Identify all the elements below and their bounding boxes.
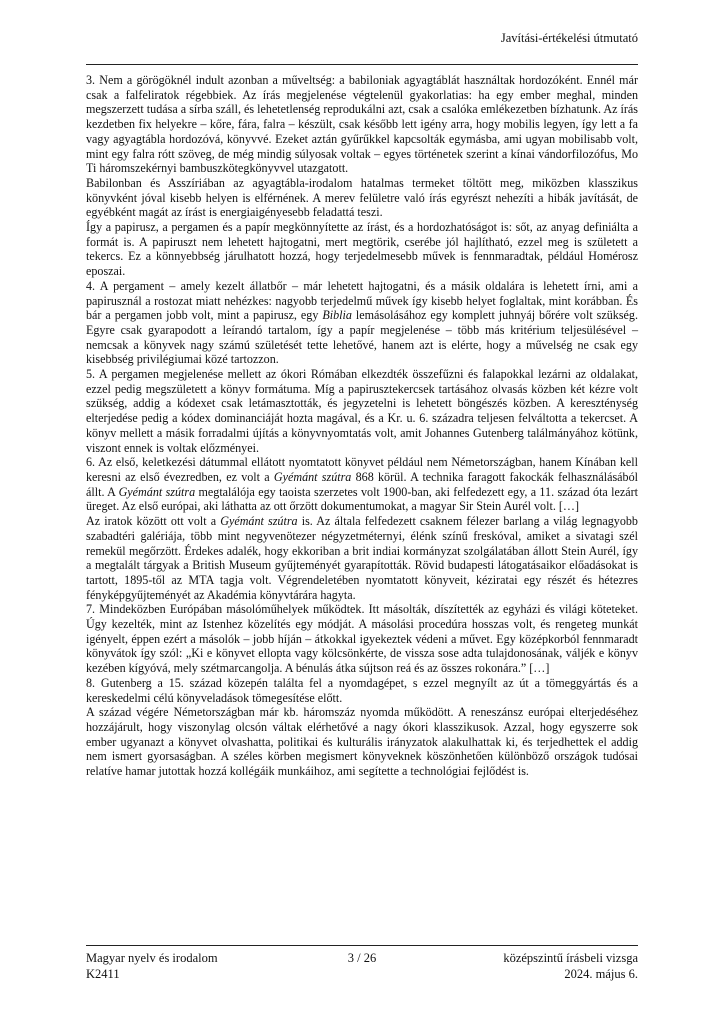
footer-date: 2024. május 6. [564, 967, 638, 981]
page-header-title: Javítási-értékelési útmutató [500, 31, 638, 45]
footer-subject: Magyar nyelv és irodalom [86, 951, 218, 965]
paragraph-3b: Babilonban és Asszíriában az agyagtábla-irodalom hatalmas termeket töltött meg, miközben klasszikus könyvként jóval kisebb helyen is elférnének. A merev felületre való írás egyrészt nehezíti a hibák javítását, de egyébként magát az írást is energiaigényesebb feladattá teszi. [86, 175, 638, 220]
page-footer [86, 950, 638, 982]
footer-page-number: 3 / 26 [347, 951, 377, 965]
footer-divider [86, 945, 638, 946]
paragraph-4: 4. A pergament – amely kezelt állatbőr – már lehetett hajtogatni, és a másik oldalára is lehetett írni, ami a papirusznál a rostozat miatt nehézkes: nagyobb terjedelmű művek így kisebb helyet foglaltak, mint korábban. És bár a pergamen jobb volt, mint a papirusz, egy Biblia lemásolásához egy komplett juhnyáj bőrére volt szükség. Egyre csak gyarapodott a leírandó tartalom, így a papír megjelenése – több más kritérium teljesülésével – nemcsak a könyvek nagy számú születését tette lehetővé, hanem azt is elérte, hogy a művelség ne csak egy kisebbség privilégiumai közé tartozzon. [86, 278, 638, 367]
footer-code: K2411 [86, 967, 120, 981]
paragraph-6b: Az iratok között ott volt a Gyémánt szútra is. Az általa felfedezett csaknem félezer barlang a világ legnagyobb szabadtéri galériája, több mint negyvenötezer négyzetméternyi, élénk színű freskóval, amiket a sivatagi szél remekül megőrzött. Érdekes adalék, hogy ekkoriban a brit indiai kormányzat szolgálatában állott Stein Aurél, így a megtalált tárgyak a British Museum gyűjteményét gyarapították. Rövid budapesti látogatásaikor előadásokat is tartott, 1895-től az MTA tagja volt. Végrendeletében nyomtatott könyveit, kéziratai egy részét és hétezres fényképgyűjteményét az Akadémia könyvtárára hagyta. [86, 514, 638, 602]
paragraph-3c: Így a papirusz, a pergamen és a papír megkönnyítette az írást, és a hordozhatóságot is: sőt, az anyag definiálta a formát is. A papiruszt nem lehetett hajtogatni, mert megtörik, cserébe jól hajlítható, ezzel meg is született a tekercs. Ez a könnyebbség járulhatott hozzá, hogy terjedelmesebb művek is fennmaradtak, például Homérosz eposzai. [86, 220, 638, 279]
paragraph-3: 3. Nem a görögöknél indult azonban a műveltség: a babiloniak agyagtáblát használtak hordozóként. Ennél már csak a falfeliratok régebbiek. Az írás megjelenése végtelenül gyakorlatias: ha egy ember meghal, minden megszerzett tudása a sírba száll, és lehetetlenség reprodukálni azt, csak a csalóka emlékezetben bízhatunk. Az írás kezdetben fix helyekre – kőre, fára, falra – készült, csak később lett igény arra, hogy mobilis legyen, így lett a fa vagy agyagtábla hordozóvá, könyvvé. Ezeket aztán gyűrűkkel kapcsolták egymásba, ami ugyan mobilisabb volt, mint egy falra rótt szöveg, de még mindig súlyosak voltak – egyes történetek szerint a kínai vándorfilozófus, Mo Ti háromszekérnyi bambuszkötegkönyvvel utazgatott. [86, 73, 638, 176]
header-divider [86, 64, 638, 65]
footer-exam-level: középszintű írásbeli vizsga [503, 951, 638, 965]
paragraph-6: 6. Az első, keletkezési dátummal ellátott nyomtatott könyvet például nem Németországban, hanem Kínában kell keresni az első évezredben, ez volt a Gyémánt szútra 868 körül. A technika faragott fakockák felhasználásából állt. A Gyémánt szútra megtalálója egy taoista szerzetes volt 1900-ban, aki felfedezett egy, a 11. század óta lezárt üreget. Az első európai, aki láthatta az ott őrzött dokumentumokat, a magyar Sir Stein Aurél volt. […] [86, 455, 638, 514]
paragraph-8: 8. Gutenberg a 15. század közepén találta fel a nyomdagépet, s ezzel megnyílt az út a tömeggyártás és a kereskedelmi célú könyveladások tömegesítése előtt. [86, 675, 638, 705]
paragraph-5: 5. A pergamen megjelenése mellett az ókori Rómában elkezdték összefűzni és falapokkal lezárni az oldalakat, ezzel pedig megszületett a könyv formátuma. Míg a papirusztekercsek tartásához olvasás közben két kézre volt szükség, addig a kódexet csak letámasztották, és jegyzetelni is lehetett böngészés közben. A kereszténység elterjedése pedig a kódex dominanciáját hozta magával, és a Kr. u. 6. századra teljesen felváltotta a tekercset. A könyv mellett a másik forradalmi újítás a könyvnyomtatás volt, amit Johannes Gutenberg találmányához kötünk, viszont ennek is voltak előzményei. [86, 367, 638, 455]
paragraph-7: 7. Mindeközben Európában másolóműhelyek működtek. Itt másolták, díszítették az egyházi és világi köteteket. Úgy kezelték, mint az Istenhez közelítés egy módját. A másolási procedúra hosszas volt, és rengeteg munkát igényelt, éppen ezért a másolók – jobb híján – átkokkal igyekeztek védeni a művet. Egy középkorból fennmaradt könyvátok így szól: „Ki e könyvet ellopta vagy kölcsönkérte, de vissza sose adta tulajdonosának, váljék e könyv kezében kígyóvá, mely szétmarcangolja. A bénulás átka sújtson reá és az összes rokonára.” […] [86, 602, 638, 676]
document-body [86, 73, 638, 779]
paragraph-8b: A század végére Németországban már kb. háromszáz nyomda működött. A reneszánsz európai elterjedéséhez hozzájárult, hogy viszonylag olcsón váltak elérhetővé a nagy ókori klasszikusok. Azzal, hogy egyszerre sok ember ugyanazt a könyvet olvashatta, politikai és kulturális irányzatok alakulhattak ki, és terjedhettek el addig nem ismert gyorsaságban. A széles körben megismert könyveknek köszönhetően különböző országok tudósai relatíve hamar jutottak hozzá kollégáik munkáihoz, ami segítette a technológiai fejlődést is. [86, 705, 638, 779]
